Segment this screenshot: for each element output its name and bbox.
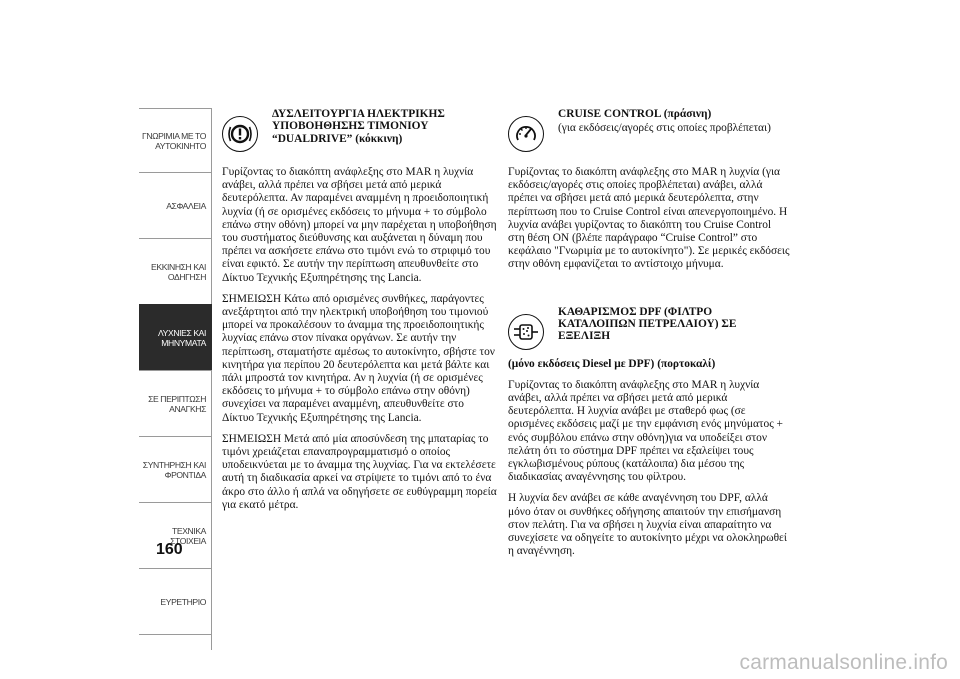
tab-warning-lights-messages[interactable]: ΛΥΧΝΙΕΣ ΚΑΙ ΜΗΝΥΜΑΤΑ [139, 304, 212, 370]
dpf-paragraph-1: Γυρίζοντας το διακόπτη ανάφλεξης στο MAR η λυχνία ανάβει, αλλά πρέπει να σβήσει μετά από μερικά δευτερόλεπτα. Η λυχνία ανάβει με σταθερό φως (σε ορισμένες εκδόσεις μαζί με την εμφάνιση ενός μηνύματος + ενός συμβόλου επάνω στην οθόνη)για να υποδείξει στον πελάτη ότι το σύστημα DPF πρέπει να εξαλείψει τους εγκλωβισμένους ρύπους (κατάλοιπα) δια μέσου της διαδικασίας αναγέννησης του φίλτρου. [508, 378, 783, 484]
steering-paragraph-3: ΣΗΜΕΙΩΣΗ Μετά από μία αποσύνδεση της μπαταρίας το τιμόνι χρειάζεται επαναπρογραμματισμό ο οποίος υποδεικνύεται με το άναμμα της λυχνίας. Για να εκτελέσετε αυτή τη διαδικασία αρκεί να στρίψετε το τιμόνι από το ένα άκρο στο άλλο ή απλά να οδηγήσετε σε ευθύγραμμη πορεία για εκατό μέτρα. [222, 432, 497, 511]
cruise-section-heading [508, 108, 790, 152]
tab-getting-to-know-car[interactable]: ΓΝΩΡΙΜΙΑ ΜΕ ΤΟ ΑΥΤΟΚΙΝΗΤΟ [139, 108, 212, 172]
steering-paragraph-2: ΣΗΜΕΙΩΣΗ Κάτω από ορισμένες συνθήκες, παράγοντες ανεξάρτητοι από την ηλεκτρική υποβοήθηση του τιμονιού μπορεί να προκαλέσουν το άναμμα της προειδοποιητικής λυχνίας επάνω στον πίνακα οργάνων. Σε αυτήν την περίπτωση, σταματήστε αμέσως το αυτοκίνητο, σβήστε τον κινητήρα για περίπου 20 δευτερόλεπτα και μετά βάλτε και πάλι μπροστά τον κινητήρα. Αν η λυχνία (ή σε ορισμένες εκδόσεις το μήνυμα + το σύμβολο επάνω στην οθόνη) συνεχίσει να παραμένει αναμμένη, απευθυνθείτε στο Δίκτυο Τεχνικής Εξυπηρέτησης της Lancia. [222, 292, 495, 424]
steering-heading: ΔΥΣΛΕΙΤΟΥΡΓΙΑ ΗΛΕΚΤΡΙΚΗΣ ΥΠΟΒΟΗΘΗΣΗΣ ΤΙΜΟΝΙΟΥ “DUALDRIVE” (κόκκινη) [272, 108, 445, 145]
cruise-subheading: (για εκδόσεις/αγορές στις οποίες προβλέπεται) [558, 122, 771, 135]
steering-paragraph-1: Γυρίζοντας το διακόπτη ανάφλεξης στο MAR η λυχνία ανάβει, αλλά πρέπει να σβήσει μετά από μερικά δευτερόλεπτα. Αν παραμένει αναμμένη η προειδοποιητική λυχνία (ή σε ορισμένες εκδόσεις το μήνυμα + το σύμβολο επάνω στην οθόνη) μπορεί να μην παρέχεται η υποβοήθηση του συστήματος διεύθυνσης και αυξάνεται η δύναμη που πρέπει να ασκήσετε επάνω στο τιμόνι ενώ το στριφιμό του είναι εφικτό. Σε αυτήν την περίπτωση απευθυνθείτε στο Δίκτυο Τεχνικής Εξυπηρέτησης της Lancia. [222, 166, 497, 284]
cruise-paragraph-1: Γυρίζοντας το διακόπτη ανάφλεξης στο MAR η λυχνία (για εκδόσεις/αγορές στις οποίες προβλέπεται) ανάβει, αλλά πρέπει να σβήσει μετά από μερικά δευτερόλεπτα, στην περίπτωση που το Cruise Control είναι απενεργοποιημένο. Η λυχνία ανάβει γυρίζοντας το διακόπτη του Cruise Control στη θέση ON (βλέπε παράγραφο “Cruise Control” στο κεφάλαιο "Γνωριμία με το αυτοκίνητο"). Σε μερικές εκδόσεις στην οθόνη εμφανίζεται το αντίστοιχο μήνυμα. [508, 166, 790, 271]
steering-warning-icon [222, 116, 258, 152]
tab-index[interactable]: ΕΥΡΕΤΗΡΙΟ [139, 568, 212, 634]
watermark: carmanualsonline.info [739, 651, 948, 674]
chapter-sidebar [139, 108, 212, 650]
dpf-filter-icon [508, 314, 544, 350]
page-number: 160 [156, 541, 183, 558]
left-column [222, 108, 498, 520]
dpf-subhead: (μόνο εκδόσεις Diesel με DPF) (πορτοκαλί) [508, 357, 716, 370]
dpf-paragraph-2: Η λυχνία δεν ανάβει σε κάθε αναγέννηση του DPF, αλλά μόνο όταν οι συνθήκες οδήγησης απαιτούν την επισήμανση στον πελάτη. Για να σβήσει η λυχνία είναι απαραίτητο να συνεχίσετε να οδηγείτε το αυτοκίνητο μέχρι να ολοκληρωθεί η αναγέννηση. [508, 492, 787, 558]
cruise-heading: CRUISE CONTROL (πράσινη) [558, 108, 712, 120]
right-column [508, 108, 790, 566]
sidebar-end [139, 634, 212, 650]
dpf-heading: ΚΑΘΑΡΙΣΜΟΣ DPF (ΦΙΛΤΡΟ ΚΑΤΑΛΟΙΠΩΝ ΠΕΤΡΕΛΑΙΟΥ) ΣΕ ΕΞΕΛΙΞΗ [558, 305, 737, 343]
tab-technical-data[interactable]: ΤΕΧΝΙΚΑ ΣΤΟΙΧΕΙΑ [139, 502, 212, 568]
steering-section-heading [222, 108, 498, 152]
tab-maintenance-care[interactable]: ΣΥΝΤΗΡΗΣΗ ΚΑΙ ΦΡΟΝΤΙΔΑ [139, 436, 212, 502]
speedometer-icon [508, 116, 544, 152]
dpf-section-heading [508, 306, 790, 350]
tab-emergency[interactable]: ΣΕ ΠΕΡΙΠΤΩΣΗ ΑΝΑΓΚΗΣ [139, 370, 212, 436]
tab-safety[interactable]: ΑΣΦΑΛΕΙΑ [139, 172, 212, 238]
tab-starting-driving[interactable]: ΕΚΚΙΝΗΣΗ ΚΑΙ ΟΔΗΓΗΣΗ [139, 238, 212, 304]
